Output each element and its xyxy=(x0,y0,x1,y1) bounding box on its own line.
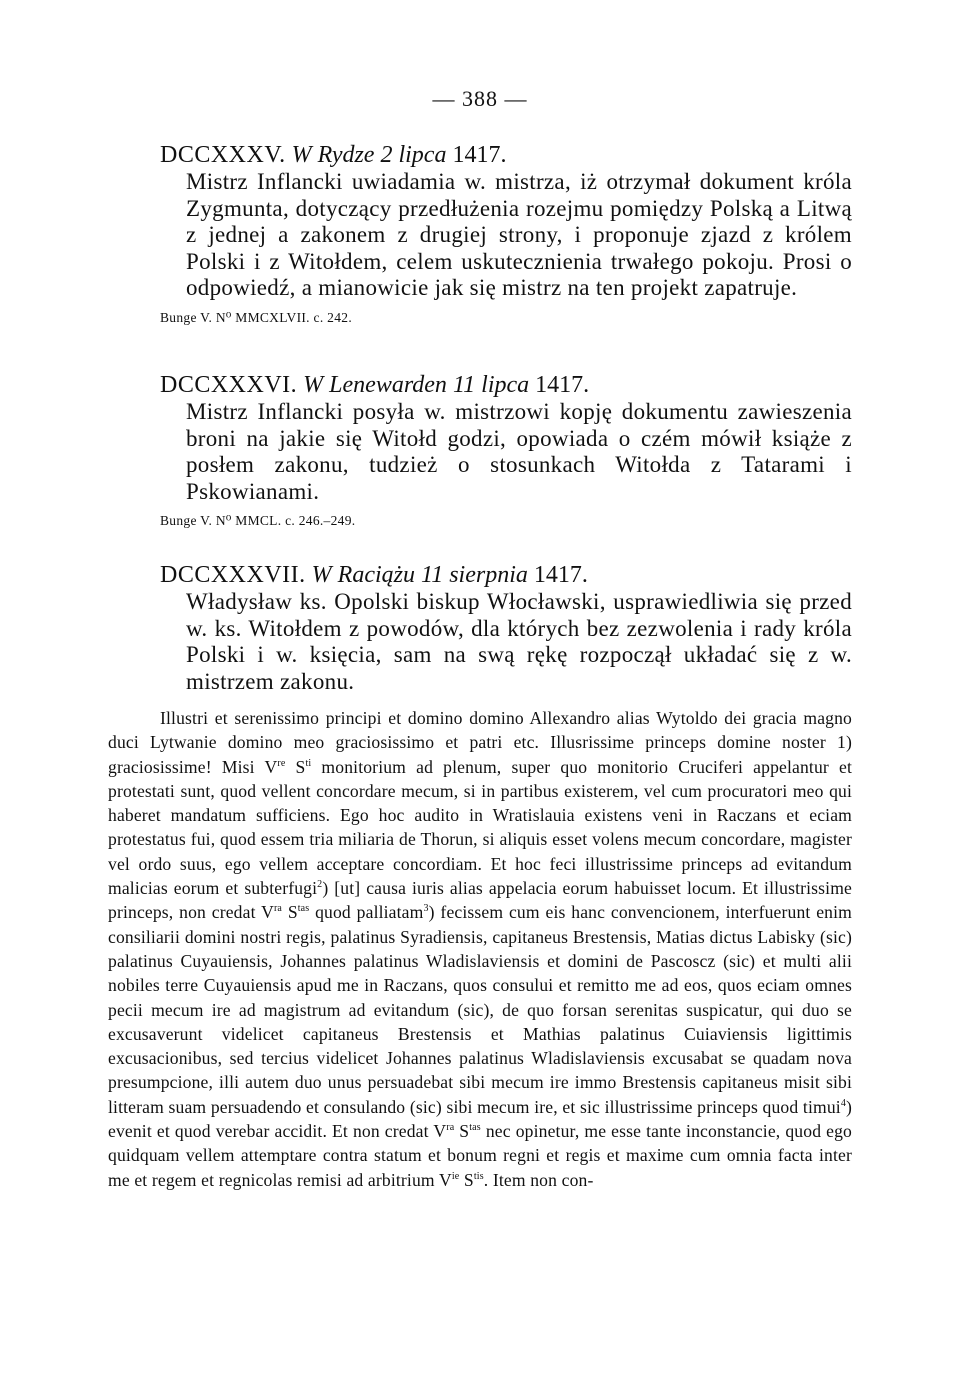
entry-number: DCCXXXVII. xyxy=(160,562,306,588)
latin-text-segment: Illustri et serenissimo principi et domino domino Allexandro alias Wytoldo dei gracia magno duci Lytwanie domino meo graciosissimo et patri etc. Illusrissime princeps domine noster xyxy=(108,708,852,753)
latin-text-segment: ) evenit et quod verebar accidit. Et non credat V xyxy=(108,1096,852,1142)
entry-date: 11 lipca xyxy=(452,372,530,398)
abbreviation-superscript: tas xyxy=(297,903,310,915)
entry-number: DCCXXXV. xyxy=(160,142,286,168)
latin-text-segment: . Item non con- xyxy=(483,1169,594,1190)
abbreviation-superscript: ra xyxy=(446,1122,455,1134)
entry-year: 1417. xyxy=(533,562,588,588)
entry-place: W Raciążu xyxy=(311,562,415,588)
entry-place: W Lenewarden xyxy=(303,372,447,398)
latin-text-segment: nec opinetur, me esse tante inconstancie, quod ego quidquam vellem attemptare contra statum et bonum regni et regis et maxime cum omnia facta inter me et regem et regnicolas remisi ad arbitrium V xyxy=(108,1121,853,1190)
entry-source: Bunge V. N⁰ MMCXLVII. c. 242. xyxy=(160,309,352,325)
entry-date: 11 sierpnia xyxy=(420,562,528,588)
entry-heading xyxy=(160,372,852,399)
footnote-marker: 2 xyxy=(317,879,323,891)
latin-text-segment: quod palliatam xyxy=(309,902,424,923)
entry-heading xyxy=(160,142,852,169)
latin-text-segment: ) graciosissime! Misi V xyxy=(108,732,852,777)
entry-heading xyxy=(160,562,852,589)
latin-text-segment: S xyxy=(282,902,298,923)
latin-text-segment: S xyxy=(459,1169,474,1190)
abbreviation-superscript: ra xyxy=(273,903,283,915)
latin-letter-text xyxy=(108,706,852,1192)
entry-year: 1417. xyxy=(535,372,590,398)
latin-text-segment: ) fecissem cum eis hanc convencionem, interfuerunt enim consiliarii domini nostri regis, palatinus Syradiensis, capitaneus Brestensis, Matias dictus Labisky (sic) palatinus Cuyauiensis, Johannes palatinus Wladislaviensis et domini de Pascoscz (sic) et multi alii nobiles terre Cuyauiensis apud me in Raczans, quos consului et remitto me ad eos, quos eciam omnes pecii mecum ire ad magistrum ad evitandum (sic), de quo forsan serenitas suspicatur, qui duo se excusaverunt videlicet capitaneus Brestensis et Mathias palatinus Cuiaviensis ligittimis excusacionibus, sed tercius videlicet Johannes palatinus Wladislaviensis excusabat se quadam nova presumpcione, illi autem duo unus persuadebat sibi mecum ire immo Brestensis capitaneus misit sibi litteram suam persuadendo et consulando (sic) sibi mecum ire, et sic illustrissime princeps quod timui xyxy=(108,902,852,1117)
entry-date: 2 lipca xyxy=(380,142,447,168)
latin-text-segment: ) [ut] causa iuris alias appelacia eorum habuisset locum. Et illustrissime princeps, non credat V xyxy=(108,878,853,923)
abbreviation-superscript: tas xyxy=(469,1122,481,1134)
abbreviation-superscript: ie xyxy=(451,1170,460,1182)
entry-number: DCCXXXVI. xyxy=(160,372,298,398)
entry-dccxxxv xyxy=(160,142,852,326)
latin-text-segment: monitorium ad plenum, super quo monitorio Cruciferi appelantur et protestati sunt, quod vellent concordare mecum, si in partibus existerem, vel cum procuratori meo qui haberet mandatum sufficiens. Ego hoc audito in Wratislauia existens veni in Raczans et eciam protestatus fui, quod essem tria miliaria de Thorun, si aliquis esset volens mecum concordare, magister vel ordo suus, ego vellem acceptare concordiam. Et hoc feci illustrissime princeps ad evitandum malicias eorum et subterfugi xyxy=(108,756,853,899)
entry-year: 1417. xyxy=(452,142,507,168)
abbreviation-superscript: re xyxy=(277,757,286,769)
entry-dccxxxvii xyxy=(160,562,852,695)
page-number: — 388 — xyxy=(432,86,528,111)
entry-summary: Mistrz Inflancki posyła w. mistrzowi kopję dokumentu zawieszenia broni na jakie się Witołd godzi, opowiada o czém mówił książe z posłem zakonu, tudzież o stosunkach Witołda z Tatarami i Pskowianami. xyxy=(186,399,852,504)
entry-dccxxxvi xyxy=(160,372,852,529)
footnote-marker: 3 xyxy=(423,903,429,915)
latin-text-segment: S xyxy=(285,756,306,777)
entry-summary: Mistrz Inflancki uwiadamia w. mistrza, iż otrzymał dokument króla Zygmunta, dotyczący przedłużenia rozejmu pomiędzy Polską a Litwą z jednej a zakonem z drugiej strony, i proponuje zjazd z królem Polski i z Witołdem, celem uskutecznienia trwałego pokoju. Prosi o odpowiedź, a mianowicie jak się mistrz na ten projekt zapatruje. xyxy=(186,169,852,300)
footnote-marker: 4 xyxy=(840,1097,846,1109)
entry-source: Bunge V. N⁰ MMCL. c. 246.–249. xyxy=(160,513,356,528)
footnote-marker: 1 xyxy=(837,732,846,753)
entry-place: W Rydze xyxy=(291,142,375,168)
latin-text-segment: S xyxy=(454,1121,470,1142)
abbreviation-superscript: tis xyxy=(473,1170,484,1182)
entry-summary: Władysław ks. Opolski biskup Włocławski, usprawiedliwia się przed w. ks. Witołdem z powodów, dla których bez zezwolenia i rady króla Polski i w. księcia, sam na swą rękę rozpoczął układać się z w. mistrzem zakonu. xyxy=(186,589,852,694)
abbreviation-superscript: ti xyxy=(305,757,312,769)
